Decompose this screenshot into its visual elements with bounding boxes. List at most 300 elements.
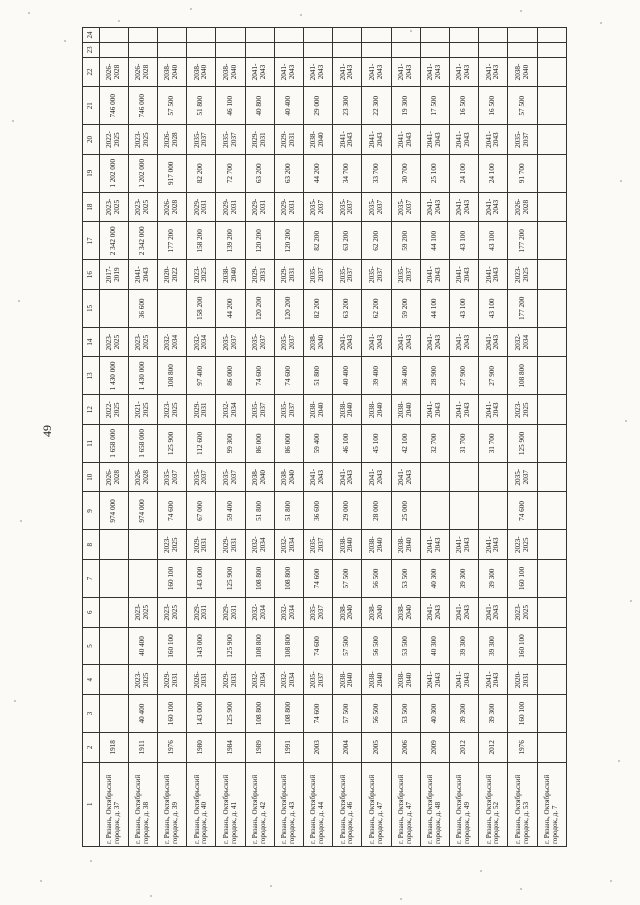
amount-cell: 74 600: [304, 695, 333, 733]
amount-cell: 43 100: [450, 222, 479, 260]
amount-cell: [99, 695, 128, 733]
period-cell: [450, 462, 479, 492]
amount-cell: 40 800: [245, 87, 274, 125]
year-cell: 1980: [187, 733, 216, 763]
capital-repair-table: [82, 27, 567, 847]
period-cell: [508, 28, 537, 43]
amount-cell: [537, 492, 566, 530]
period-cell: 2032-2034: [245, 597, 274, 627]
scan-speck: [600, 22, 602, 24]
amount-cell: [304, 42, 333, 57]
amount-cell: 44 200: [304, 154, 333, 192]
period-cell: 2021-2025: [128, 395, 157, 425]
amount-cell: 39 300: [450, 695, 479, 733]
year-cell: 2005: [362, 733, 391, 763]
amount-cell: 29 000: [304, 87, 333, 125]
scan-speck: [520, 10, 522, 12]
amount-cell: [537, 424, 566, 462]
amount-cell: [420, 492, 449, 530]
scan-speck: [270, 885, 272, 887]
amount-cell: 43 100: [479, 222, 508, 260]
column-number: 7: [83, 559, 100, 597]
amount-cell: 33 700: [362, 154, 391, 192]
amount-cell: 63 200: [333, 289, 362, 327]
amount-cell: [537, 87, 566, 125]
period-cell: 2041-2043: [362, 327, 391, 357]
period-cell: 2035-2037: [304, 260, 333, 290]
amount-cell: [450, 42, 479, 57]
amount-cell: 56 500: [362, 559, 391, 597]
period-cell: [537, 327, 566, 357]
scan-speck: [150, 895, 152, 897]
amount-cell: 125 900: [216, 627, 245, 665]
amount-cell: 16 500: [479, 87, 508, 125]
column-number: 24: [83, 28, 100, 43]
period-cell: 2038-2040: [362, 665, 391, 695]
period-cell: [537, 597, 566, 627]
address-cell: г. Рязань, Октябрьский городок, д. 40: [187, 762, 216, 846]
period-cell: 2035-2037: [304, 597, 333, 627]
period-cell: 2038-2040: [216, 260, 245, 290]
scan-speck: [480, 870, 482, 872]
period-cell: 2026-2031: [187, 665, 216, 695]
amount-cell: 59 400: [304, 424, 333, 462]
table-row: [304, 28, 333, 847]
amount-cell: 1 430 000: [99, 357, 128, 395]
table-row: [128, 28, 157, 847]
period-cell: 2029-2031: [245, 192, 274, 222]
period-cell: 2041-2043: [450, 395, 479, 425]
amount-cell: [420, 42, 449, 57]
amount-cell: 43 100: [450, 289, 479, 327]
year-cell: 1991: [274, 733, 303, 763]
period-cell: 2041-2043: [391, 125, 420, 155]
amount-cell: 32 700: [420, 424, 449, 462]
amount-cell: [450, 492, 479, 530]
column-number: 2: [83, 733, 100, 763]
address-cell: г. Рязань, Октябрьский городок, д. 49: [450, 762, 479, 846]
amount-cell: 2 342 000: [99, 222, 128, 260]
address-cell: г. Рязань, Октябрьский городок, д. 46: [333, 762, 362, 846]
column-number: 18: [83, 192, 100, 222]
amount-cell: 160 100: [508, 695, 537, 733]
column-number: 21: [83, 87, 100, 125]
period-cell: 2032-2034: [216, 395, 245, 425]
period-cell: [420, 28, 449, 43]
amount-cell: [537, 695, 566, 733]
table-row: [274, 28, 303, 847]
year-cell: 2009: [420, 733, 449, 763]
year-cell: 2006: [391, 733, 420, 763]
period-cell: 2041-2043: [333, 125, 362, 155]
scan-speck: [300, 14, 302, 16]
period-cell: 2029-2031: [158, 665, 187, 695]
period-cell: 2029-2031: [245, 260, 274, 290]
year-cell: 1911: [128, 733, 157, 763]
period-cell: 2035-2037: [216, 462, 245, 492]
amount-cell: 108 800: [274, 627, 303, 665]
period-cell: 2035-2037: [245, 395, 274, 425]
period-cell: 2023-2025: [128, 665, 157, 695]
period-cell: 2023-2025: [99, 192, 128, 222]
period-cell: 2035-2037: [274, 395, 303, 425]
period-cell: 2023-2025: [128, 192, 157, 222]
scan-speck: [40, 880, 42, 882]
column-number: 4: [83, 665, 100, 695]
period-cell: 2023-2025: [187, 260, 216, 290]
amount-cell: 120 200: [245, 222, 274, 260]
period-cell: 2041-2043: [362, 462, 391, 492]
period-cell: 2023-2025: [508, 395, 537, 425]
column-number: 16: [83, 260, 100, 290]
column-number: 10: [83, 462, 100, 492]
amount-cell: 44 100: [420, 289, 449, 327]
period-cell: [537, 57, 566, 87]
amount-cell: 125 900: [158, 424, 187, 462]
period-cell: [537, 462, 566, 492]
table-row: [333, 28, 362, 847]
amount-cell: [508, 42, 537, 57]
table-row: [245, 28, 274, 847]
period-cell: 2041-2043: [420, 260, 449, 290]
period-cell: 2041-2043: [420, 192, 449, 222]
amount-cell: 44 200: [216, 289, 245, 327]
amount-cell: 28 000: [362, 492, 391, 530]
period-cell: [537, 125, 566, 155]
period-cell: 2038-2040: [304, 395, 333, 425]
table-row: [158, 28, 187, 847]
amount-cell: 108 800: [274, 695, 303, 733]
amount-cell: 59 400: [216, 492, 245, 530]
period-cell: 2038-2040: [333, 530, 362, 560]
column-number-row: [83, 28, 100, 847]
address-cell: г. Рязань, Октябрьский городок, д. 38: [128, 762, 157, 846]
amount-cell: [245, 42, 274, 57]
period-cell: 2029-2031: [187, 530, 216, 560]
column-number: 19: [83, 154, 100, 192]
period-cell: 2032-2034: [245, 530, 274, 560]
period-cell: 2041-2043: [391, 462, 420, 492]
amount-cell: 160 100: [158, 695, 187, 733]
amount-cell: 39 300: [450, 627, 479, 665]
period-cell: 2035-2037: [158, 462, 187, 492]
amount-cell: 177 200: [158, 222, 187, 260]
period-cell: [391, 28, 420, 43]
amount-cell: 746 000: [128, 87, 157, 125]
column-number: 9: [83, 492, 100, 530]
period-cell: 2022-2025: [99, 125, 128, 155]
period-cell: 2035-2037: [391, 192, 420, 222]
period-cell: 2023-2025: [128, 327, 157, 357]
period-cell: 2029-2031: [245, 125, 274, 155]
period-cell: 2026-2028: [158, 125, 187, 155]
year-cell: 2012: [450, 733, 479, 763]
period-cell: [99, 530, 128, 560]
period-cell: 2041-2043: [391, 327, 420, 357]
year-cell: 1918: [99, 733, 128, 763]
amount-cell: 25 100: [420, 154, 449, 192]
period-cell: 2035-2037: [245, 327, 274, 357]
period-cell: 2026-2028: [158, 192, 187, 222]
period-cell: [304, 28, 333, 43]
amount-cell: 39 400: [362, 357, 391, 395]
amount-cell: 36 400: [391, 357, 420, 395]
amount-cell: 108 800: [158, 357, 187, 395]
period-cell: 2041-2043: [420, 125, 449, 155]
amount-cell: [99, 42, 128, 57]
table-body: [83, 28, 567, 847]
period-cell: 2029-2031: [187, 192, 216, 222]
amount-cell: 51 800: [245, 492, 274, 530]
amount-cell: 108 800: [245, 695, 274, 733]
period-cell: 2029-2031: [187, 597, 216, 627]
period-cell: 2023-2025: [99, 327, 128, 357]
amount-cell: 1 202 000: [99, 154, 128, 192]
amount-cell: [362, 42, 391, 57]
amount-cell: 74 600: [304, 559, 333, 597]
period-cell: 2041-2043: [362, 125, 391, 155]
table-row: [508, 28, 537, 847]
amount-cell: 82 200: [304, 289, 333, 327]
period-cell: 2023-2025: [158, 395, 187, 425]
period-cell: 2032-2034: [187, 327, 216, 357]
amount-cell: [158, 289, 187, 327]
period-cell: 2017-2019: [99, 260, 128, 290]
amount-cell: 57 500: [158, 87, 187, 125]
period-cell: 2041-2043: [450, 665, 479, 695]
amount-cell: 974 000: [128, 492, 157, 530]
period-cell: 2026-2028: [99, 462, 128, 492]
amount-cell: 63 200: [333, 222, 362, 260]
period-cell: 2041-2043: [479, 260, 508, 290]
scan-speck: [20, 520, 22, 522]
amount-cell: [537, 222, 566, 260]
column-number: 20: [83, 125, 100, 155]
period-cell: 2041-2043: [420, 665, 449, 695]
period-cell: 2020-2031: [508, 665, 537, 695]
year-cell: [537, 733, 566, 763]
period-cell: 2041-2043: [333, 327, 362, 357]
period-cell: 2041-2043: [479, 327, 508, 357]
period-cell: [216, 28, 245, 43]
amount-cell: 72 700: [216, 154, 245, 192]
period-cell: 2023-2025: [508, 530, 537, 560]
amount-cell: 82 200: [304, 222, 333, 260]
amount-cell: 27 900: [450, 357, 479, 395]
address-cell: г. Рязань, Октябрьский городок, д. 39: [158, 762, 187, 846]
amount-cell: 27 900: [479, 357, 508, 395]
amount-cell: 42 100: [391, 424, 420, 462]
period-cell: 2041-2043: [304, 57, 333, 87]
amount-cell: 19 300: [391, 87, 420, 125]
period-cell: 2041-2043: [391, 57, 420, 87]
period-cell: [537, 28, 566, 43]
address-cell: г. Рязань, Октябрьский городок, д. 41: [216, 762, 245, 846]
period-cell: 2029-2031: [216, 192, 245, 222]
period-cell: 2035-2037: [304, 665, 333, 695]
amount-cell: 28 900: [420, 357, 449, 395]
amount-cell: 86 000: [274, 424, 303, 462]
period-cell: 2041-2043: [450, 125, 479, 155]
amount-cell: 74 600: [304, 627, 333, 665]
amount-cell: 86 000: [216, 357, 245, 395]
table-row: [99, 28, 128, 847]
scan-speck: [118, 20, 120, 22]
period-cell: 2038-2040: [304, 125, 333, 155]
period-cell: 2026-2028: [128, 57, 157, 87]
period-cell: [187, 28, 216, 43]
amount-cell: [216, 42, 245, 57]
period-cell: [99, 665, 128, 695]
year-cell: 2003: [304, 733, 333, 763]
address-cell: г. Рязань, Октябрьский городок, д. 48: [420, 762, 449, 846]
amount-cell: 36 600: [304, 492, 333, 530]
amount-cell: 67 000: [187, 492, 216, 530]
amount-cell: 39 300: [479, 695, 508, 733]
period-cell: 2023-2025: [508, 260, 537, 290]
address-cell: г. Рязань, Октябрьский городок, д. 53: [508, 762, 537, 846]
rotated-table-wrapper: [82, 27, 567, 847]
period-cell: 2023-2025: [128, 125, 157, 155]
amount-cell: 974 000: [99, 492, 128, 530]
year-cell: 1976: [158, 733, 187, 763]
period-cell: 2038-2040: [216, 57, 245, 87]
table-row: [391, 28, 420, 847]
amount-cell: 1 658 000: [99, 424, 128, 462]
amount-cell: 23 300: [333, 87, 362, 125]
period-cell: 2041-2043: [420, 597, 449, 627]
column-number: 14: [83, 327, 100, 357]
period-cell: 2032-2034: [274, 530, 303, 560]
column-number: 6: [83, 597, 100, 627]
amount-cell: 82 200: [187, 154, 216, 192]
amount-cell: 108 800: [508, 357, 537, 395]
period-cell: 2041-2043: [450, 597, 479, 627]
period-cell: 2038-2040: [391, 597, 420, 627]
column-number: 13: [83, 357, 100, 395]
amount-cell: 62 200: [362, 222, 391, 260]
period-cell: [274, 28, 303, 43]
scan-speck: [400, 898, 402, 900]
amount-cell: 24 100: [450, 154, 479, 192]
period-cell: 2032-2034: [274, 665, 303, 695]
address-cell: г. Рязань, Октябрьский городок, д. 52: [479, 762, 508, 846]
period-cell: 2038-2040: [158, 57, 187, 87]
amount-cell: [537, 42, 566, 57]
period-cell: 2041-2043: [420, 395, 449, 425]
amount-cell: 30 700: [391, 154, 420, 192]
scan-speck: [630, 600, 632, 602]
table-row: [187, 28, 216, 847]
amount-cell: 120 200: [274, 289, 303, 327]
column-number: 22: [83, 57, 100, 87]
amount-cell: 56 500: [362, 695, 391, 733]
amount-cell: 36 600: [128, 289, 157, 327]
period-cell: 2041-2043: [479, 192, 508, 222]
period-cell: 2038-2040: [391, 395, 420, 425]
column-number: 17: [83, 222, 100, 260]
period-cell: 2038-2040: [304, 327, 333, 357]
period-cell: 2041-2043: [333, 462, 362, 492]
amount-cell: 40 300: [420, 695, 449, 733]
amount-cell: 59 200: [391, 222, 420, 260]
period-cell: 2038-2040: [362, 597, 391, 627]
amount-cell: 1 658 000: [128, 424, 157, 462]
year-cell: 1989: [245, 733, 274, 763]
amount-cell: 51 800: [274, 492, 303, 530]
amount-cell: 46 100: [333, 424, 362, 462]
period-cell: 2038-2040: [333, 395, 362, 425]
period-cell: 2035-2037: [216, 327, 245, 357]
amount-cell: 51 800: [304, 357, 333, 395]
amount-cell: 53 500: [391, 695, 420, 733]
amount-cell: [99, 289, 128, 327]
amount-cell: 43 100: [479, 289, 508, 327]
period-cell: [479, 28, 508, 43]
amount-cell: 120 200: [274, 222, 303, 260]
scan-speck: [18, 300, 20, 302]
amount-cell: 39 300: [450, 559, 479, 597]
period-cell: [362, 28, 391, 43]
amount-cell: 160 100: [508, 559, 537, 597]
amount-cell: [537, 357, 566, 395]
scan-speck: [625, 420, 627, 422]
table-row: [450, 28, 479, 847]
amount-cell: 2 342 000: [128, 222, 157, 260]
amount-cell: 31 700: [479, 424, 508, 462]
period-cell: 2035-2037: [304, 192, 333, 222]
period-cell: [537, 260, 566, 290]
period-cell: 2020-2022: [158, 260, 187, 290]
year-cell: 1976: [508, 733, 537, 763]
address-cell: г. Рязань, Октябрьский городок, д. 43: [274, 762, 303, 846]
period-cell: 2038-2040: [245, 462, 274, 492]
amount-cell: [274, 42, 303, 57]
period-cell: 2035-2037: [274, 327, 303, 357]
scan-speck: [64, 40, 66, 42]
period-cell: 2035-2037: [187, 462, 216, 492]
period-cell: 2038-2040: [391, 530, 420, 560]
amount-cell: [128, 42, 157, 57]
period-cell: 2026-2028: [508, 192, 537, 222]
amount-cell: 24 100: [479, 154, 508, 192]
period-cell: 2038-2040: [274, 462, 303, 492]
period-cell: 2035-2037: [362, 260, 391, 290]
period-cell: 2035-2037: [391, 260, 420, 290]
address-cell: г. Рязань, Октябрьский городок, д. 44: [304, 762, 333, 846]
period-cell: 2029-2031: [187, 395, 216, 425]
period-cell: 2041-2043: [333, 57, 362, 87]
amount-cell: [479, 42, 508, 57]
amount-cell: [99, 559, 128, 597]
amount-cell: 40 400: [333, 357, 362, 395]
period-cell: 2023-2025: [158, 597, 187, 627]
period-cell: 2041-2043: [274, 57, 303, 87]
period-cell: 2029-2031: [274, 192, 303, 222]
period-cell: [420, 462, 449, 492]
amount-cell: 108 800: [274, 559, 303, 597]
amount-cell: [537, 559, 566, 597]
amount-cell: 39 300: [479, 559, 508, 597]
amount-cell: [128, 559, 157, 597]
amount-cell: [479, 492, 508, 530]
period-cell: 2041-2043: [450, 57, 479, 87]
amount-cell: 53 500: [391, 559, 420, 597]
amount-cell: 46 100: [216, 87, 245, 125]
amount-cell: 1 202 000: [128, 154, 157, 192]
amount-cell: 62 200: [362, 289, 391, 327]
scan-speck: [14, 700, 16, 702]
